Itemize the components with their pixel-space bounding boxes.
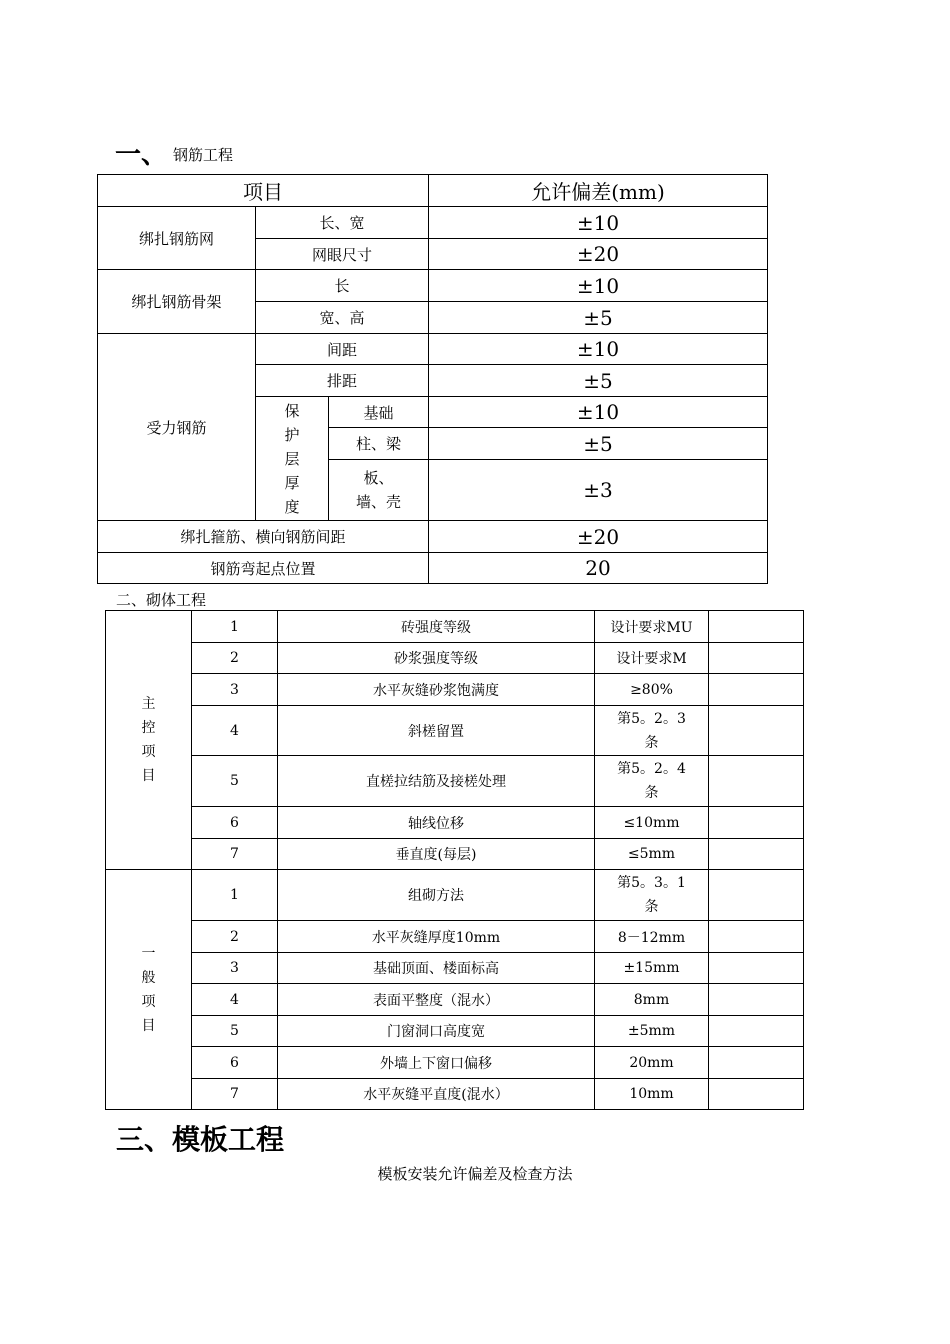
row-tolerance: 20: [429, 553, 768, 584]
row-blank: [709, 643, 804, 674]
section3-caption: 模板安装允许偏差及检查方法: [377, 1165, 573, 1183]
row-item: 砂浆强度等级: [278, 643, 595, 674]
row-tolerance: ±5: [429, 302, 768, 334]
row-number: 3: [192, 953, 278, 984]
row-item: 砖强度等级: [278, 611, 595, 643]
row-number: 6: [192, 807, 278, 839]
cover-char: 护: [284, 425, 300, 444]
row-blank: [709, 921, 804, 953]
row-standard: ≤10mm: [595, 807, 709, 839]
cover-thickness-label: [256, 397, 329, 521]
main-items-label: 主 控 项 目: [106, 611, 192, 870]
row-item: 斜槎留置: [278, 706, 595, 756]
row-item: 垂直度(每层): [278, 839, 595, 870]
row-item: 水平灰缝厚度10mm: [278, 921, 595, 953]
row-number: 6: [192, 1047, 278, 1079]
cover-char: 层: [284, 449, 300, 468]
row-standard: 设计要求MU: [595, 611, 709, 643]
rebar-tolerance-table: [97, 174, 768, 584]
row-blank: [709, 1016, 804, 1047]
row-blank: [709, 611, 804, 643]
row-tolerance: ±10: [429, 397, 768, 428]
row-label: 排距: [256, 365, 429, 397]
row-standard: 10mm: [595, 1079, 709, 1110]
section2-title: 二、砌体工程: [116, 591, 207, 609]
row-number: 2: [192, 643, 278, 674]
row-standard: 第5。2。4 条: [595, 756, 709, 807]
row-item: 直槎拉结筋及接槎处理: [278, 756, 595, 807]
group-mesh: 绑扎钢筋网: [98, 207, 256, 270]
row-standard: 第5。2。3 条: [595, 706, 709, 756]
row-number: 2: [192, 921, 278, 953]
row-number: 7: [192, 839, 278, 870]
row-item: 水平灰缝砂浆饱满度: [278, 674, 595, 706]
row-standard: 20mm: [595, 1047, 709, 1079]
row-tolerance: ±20: [429, 239, 768, 270]
row-item: 门窗洞口高度宽: [278, 1016, 595, 1047]
row-tolerance: ±10: [429, 270, 768, 302]
row-standard: 第5。3。1 条: [595, 870, 709, 921]
row-number: 4: [192, 706, 278, 756]
row-item: 基础顶面、楼面标高: [278, 953, 595, 984]
row-tolerance: ±10: [429, 334, 768, 365]
section1-title: 钢筋工程: [173, 146, 234, 164]
section1-number: 一、: [115, 140, 168, 170]
group-cage: 绑扎钢筋骨架: [98, 270, 256, 334]
row-label: 柱、梁: [329, 428, 429, 460]
row-label: 钢筋弯起点位置: [98, 553, 429, 584]
row-label: 宽、高: [256, 302, 429, 334]
row-number: 5: [192, 756, 278, 807]
row-item: 表面平整度（混水）: [278, 984, 595, 1016]
row-number: 7: [192, 1079, 278, 1110]
header-tolerance: 允许偏差(mm): [429, 175, 768, 207]
group-main-bar: 受力钢筋: [98, 334, 256, 521]
header-item: 项目: [98, 175, 429, 207]
row-item: 组砌方法: [278, 870, 595, 921]
row-standard: ≥80%: [595, 674, 709, 706]
row-blank: [709, 870, 804, 921]
cover-char: 度: [284, 497, 300, 516]
row-tolerance: ±5: [429, 428, 768, 460]
row-blank: [709, 1047, 804, 1079]
cover-char: 保: [284, 401, 300, 420]
row-label: 网眼尺寸: [256, 239, 429, 270]
row-item: 外墙上下窗口偏移: [278, 1047, 595, 1079]
row-tolerance: ±3: [429, 460, 768, 521]
row-label: 绑扎箍筋、横向钢筋间距: [98, 521, 429, 553]
row-label: 间距: [256, 334, 429, 365]
row-blank: [709, 984, 804, 1016]
row-label: 长: [256, 270, 429, 302]
row-blank: [709, 839, 804, 870]
row-blank: [709, 756, 804, 807]
row-number: 1: [192, 611, 278, 643]
row-number: 4: [192, 984, 278, 1016]
row-tolerance: ±10: [429, 207, 768, 239]
row-standard: ±15mm: [595, 953, 709, 984]
row-blank: [709, 674, 804, 706]
row-tolerance: ±5: [429, 365, 768, 397]
row-blank: [709, 953, 804, 984]
row-blank: [709, 807, 804, 839]
row-number: 3: [192, 674, 278, 706]
general-items-label: 一 般 项 目: [106, 870, 192, 1110]
cover-char: 厚: [284, 473, 300, 492]
row-number: 1: [192, 870, 278, 921]
row-label: 基础: [329, 397, 429, 428]
row-blank: [709, 706, 804, 756]
row-number: 5: [192, 1016, 278, 1047]
row-standard: 8－12mm: [595, 921, 709, 953]
row-tolerance: ±20: [429, 521, 768, 553]
row-standard: ≤5mm: [595, 839, 709, 870]
row-blank: [709, 1079, 804, 1110]
section3-title: 三、模板工程: [116, 1123, 285, 1156]
row-standard: ±5mm: [595, 1016, 709, 1047]
row-item: 轴线位移: [278, 807, 595, 839]
row-standard: 设计要求M: [595, 643, 709, 674]
row-label: 板、 墙、壳: [329, 460, 429, 521]
row-standard: 8mm: [595, 984, 709, 1016]
row-label: 长、宽: [256, 207, 429, 239]
masonry-table: [105, 610, 804, 1110]
row-item: 水平灰缝平直度(混水）: [278, 1079, 595, 1110]
